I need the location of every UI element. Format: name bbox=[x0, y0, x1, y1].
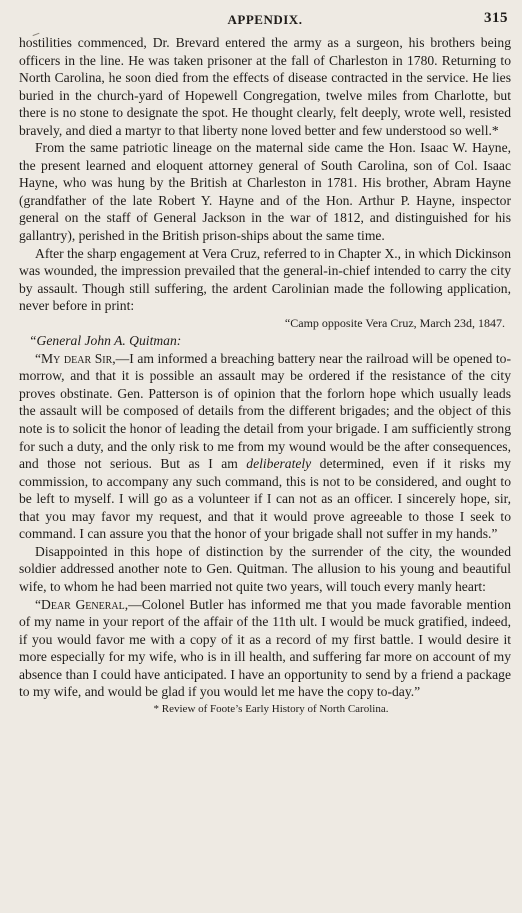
paragraph-brevard: hostilities commenced, Dr. Brevard entered the army as a surgeon, his brothers being officers in the line. He was taken prisoner at the fall of Charleston in 1780. Returning to North Carolina, he soon died from the effects of disease contracted in the service. He lies buried in the church-yard of Hopewell Congregation, twelve miles from Charlotte, but there is no stone to designate the spot. He thought clearly, felt deeply, wrote well, resisted bravely, and died a martyr to that liberty none loved better and few understood so well.* bbox=[19, 35, 511, 138]
letter-body-part-2: determined, even if it risks my commission, to accompany any such command, this is not to be considered, and ought to be left to myself. I will go as a volunteer if I can not as an officer. I sincerely hope, sir, that you may favor my request, and that it would prove agreeable to those I seek to command. I can assure you that the honor of your brigade shall not suffer in my hands.” bbox=[19, 456, 511, 542]
running-title: APPENDIX. bbox=[227, 12, 303, 27]
letter-body: —Colonel Butler has informed me that you made favorable mention of my name in your report of the affair of the 11th ult. I would be muck gratified, indeed, if you would favor me with a copy of it as a record of my first battle. I would desire it more especially for my wife, who is in ill health, and suffering far more on account of my absence than I could have anticipated. I have an opportunity to send by a friend a package to my wife, and would be glad if you would let me have the copy to-day.” bbox=[19, 596, 512, 700]
footnote: * Review of Foote’s Early History of North Carolina. bbox=[153, 702, 389, 715]
letter-dateline: “Camp opposite Vera Cruz, March 23d, 1847. bbox=[284, 315, 505, 330]
letter-opening: “My dear Sir, bbox=[35, 350, 116, 366]
paragraph-vera-cruz: After the sharp engagement at Vera Cruz, referred to in Chapter X., in which Dickinson was wounded, the impression prevailed that the general-in-chief intended to carry the city by assault. Though still suffering, the ardent Carolinian made the following application, never before in print: bbox=[19, 245, 511, 314]
paragraph-hayne: From the same patriotic lineage on the maternal side came the Hon. Isaac W. Hayne, the present learned and eloquent attorney general of South Carolina, son of Col. Isaac Hayne, who was hung by the British at Charleston in 1781. His brother, Abram Hayne (grandfather of the late Robert Y. Hayne and of the Hon. Arthur P. Hayne, inspector general on the staff of General Jackson in the war of 1812, and distinguished for his gallantry), perished in the British prison-ships about the same time. bbox=[19, 140, 511, 244]
paragraph-disappointed: Disappointed in this hope of distinction by the surrender of the city, the wounded soldier addressed another note to Gen. Quitman. The allusion to his young and beautiful wife, to whom he had been married not quite two years, will touch every manly heart: bbox=[19, 543, 511, 594]
letter-to-general bbox=[19, 596, 511, 701]
body-text bbox=[19, 34, 511, 701]
running-header bbox=[19, 8, 511, 34]
letter-to-quitman bbox=[19, 350, 511, 543]
letter-opening: “Dear General, bbox=[35, 596, 129, 612]
salutation-text: “General John A. Quitman: bbox=[29, 333, 182, 349]
page-number: 315 bbox=[484, 10, 508, 26]
letter-salutation bbox=[19, 332, 511, 350]
emphasized-word: deliberately bbox=[246, 456, 312, 472]
letter-body-part-1: —I am informed a breaching battery near the railroad will be opened to-morrow, and that it is possible an assault may be ordered if the resistance of the city proves obstinate. Gen. Patterson is of opinion that the forlorn hope which usually leads the assault will be composed of details from the different brigades; and the object of this note is to solicit the honor of leading the detail from your brigade. I am sufficiently strong for such a duty, and the only risk to me from my wound would be the after consequences, and those not serious. But as I am bbox=[19, 350, 511, 472]
